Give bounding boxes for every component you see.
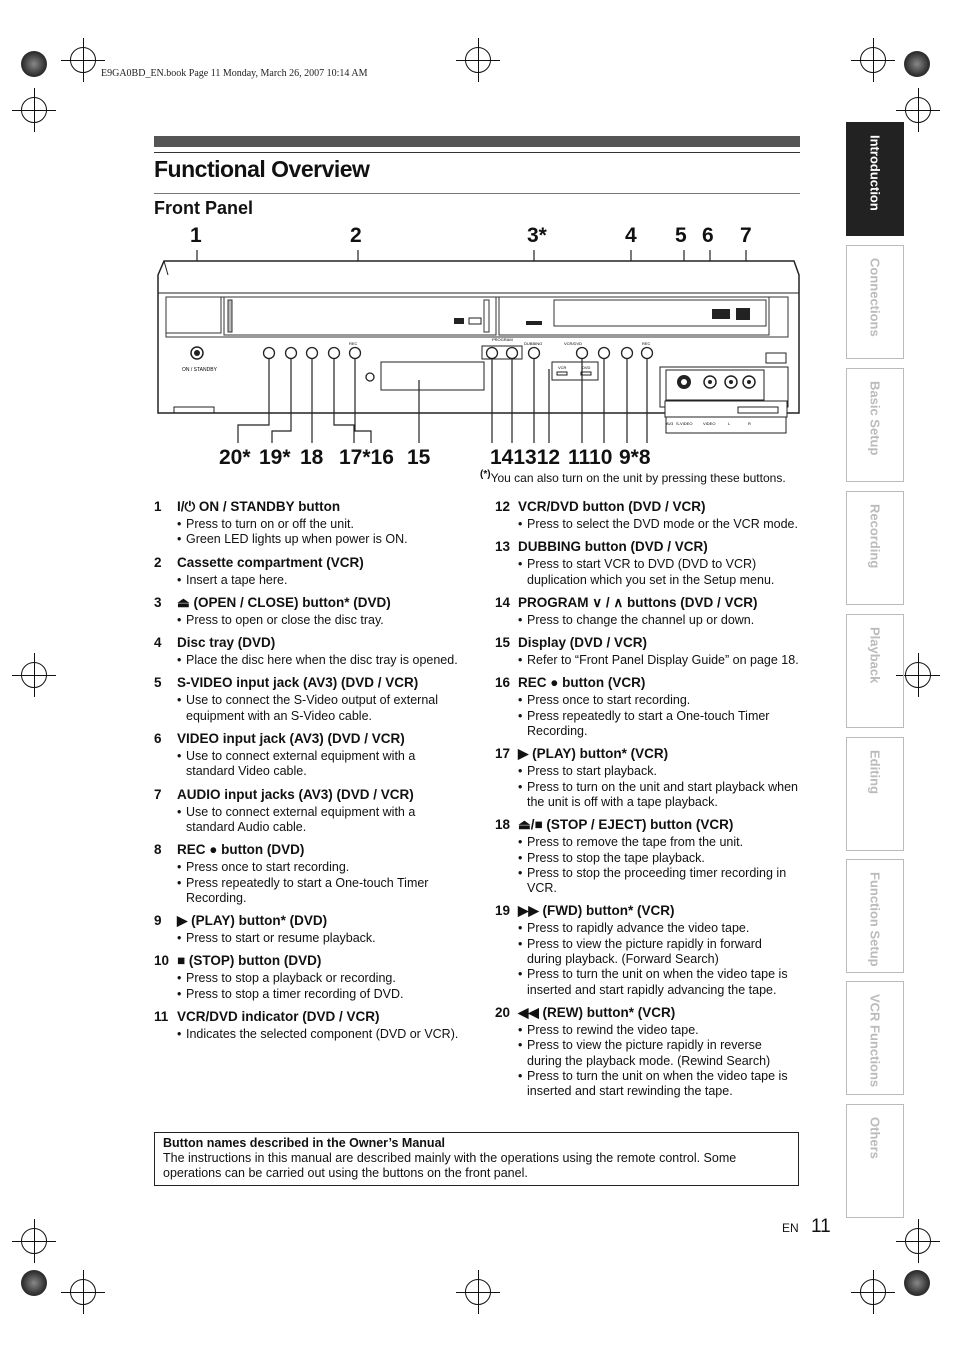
registration-mark-icon: [465, 47, 491, 73]
callout-19: 19*: [259, 446, 291, 469]
svg-text:REC: REC: [349, 341, 358, 346]
list-item: 13 DUBBING button (DVD / VCR) • Press to start VCR to DVD (DVD to VCR) duplication which you set in the Setup menu.: [495, 538, 800, 588]
list-item: 15 Display (DVD / VCR) • Refer to “Front Panel Display Guide” on page 18.: [495, 634, 800, 668]
callout-9-8: 9*8: [619, 446, 651, 469]
callout-18: 18: [300, 446, 324, 469]
asterisk-note-text: You can also turn on the unit by pressing these buttons.: [490, 471, 786, 485]
registration-mark-icon: [905, 662, 931, 688]
front-panel-illustration: [154, 245, 804, 460]
svg-text:S-VIDEO: S-VIDEO: [676, 421, 693, 426]
tab-recording[interactable]: Recording: [846, 491, 904, 605]
svg-text:AV3: AV3: [666, 421, 674, 426]
list-item: 20 ◀◀ (REW) button* (VCR) • Press to rewind the video tape. • Press to view the picture rapidly in reverse during the playback mode. (Rewind Search) • Press to turn the unit on when the video tape is inserted and start rewinding the tape.: [495, 1004, 800, 1099]
list-item: 2 Cassette compartment (VCR) • Insert a tape here.: [154, 554, 464, 588]
registration-mark-icon: [21, 1228, 47, 1254]
right-column: [495, 498, 800, 1105]
tab-others[interactable]: Others: [846, 1104, 904, 1218]
color-target-icon: [21, 51, 47, 77]
list-item: 4 Disc tray (DVD) • Place the disc here when the disc tray is opened.: [154, 634, 464, 668]
callout-20: 20*: [219, 446, 251, 469]
callout-4: 4: [625, 224, 637, 247]
callout-15: 15: [407, 446, 431, 469]
callout-6: 6: [702, 224, 714, 247]
page-number: 11: [811, 1216, 831, 1237]
registration-mark-icon: [21, 97, 47, 123]
list-item: 17 ▶ (PLAY) button* (VCR) • Press to start playback. • Press to turn on the unit and start playback when the unit is off with a tape playback.: [495, 745, 800, 810]
list-item: 19 ▶▶ (FWD) button* (VCR) • Press to rapidly advance the video tape. • Press to view the picture rapidly in forward during playback. (Forward Search) • Press to turn the unit on when the video tape is inserted and start rapidly advancing the tape.: [495, 902, 800, 997]
language-label: EN: [782, 1221, 799, 1235]
svg-text:VCR: VCR: [558, 365, 567, 370]
color-target-icon: [904, 51, 930, 77]
print-header: E9GA0BD_EN.book Page 11 Monday, March 26, 2007 10:14 AM: [101, 68, 368, 79]
list-item: 14 PROGRAM ∨ / ∧ buttons (DVD / VCR) • Press to change the channel up or down.: [495, 594, 800, 628]
list-item: 1 I/⏻ ON / STANDBY button • Press to turn on or off the unit. • Green LED lights up when power is ON.: [154, 498, 464, 548]
registration-mark-icon: [21, 662, 47, 688]
color-target-icon: [904, 1270, 930, 1296]
page-title: Functional Overview: [154, 156, 370, 182]
list-item: 8 REC ● button (DVD) • Press once to start recording. • Press repeatedly to start a One-touch Timer Recording.: [154, 841, 464, 906]
list-item: 10 ■ (STOP) button (DVD) • Press to stop a playback or recording. • Press to stop a timer recording of DVD.: [154, 952, 464, 1002]
registration-mark-icon: [70, 1279, 96, 1305]
callout-3: 3*: [527, 224, 547, 247]
title-bar: [154, 136, 800, 147]
svg-text:REC: REC: [642, 341, 651, 346]
tab-editing[interactable]: Editing: [846, 737, 904, 851]
tab-basic-setup[interactable]: Basic Setup: [846, 368, 904, 482]
callout-1: 1: [190, 224, 202, 247]
list-item: 16 REC ● button (VCR) • Press once to start recording. • Press repeatedly to start a One-touch Timer Recording.: [495, 674, 800, 739]
list-item: 11 VCR/DVD indicator (DVD / VCR) • Indicates the selected component (DVD or VCR).: [154, 1008, 464, 1042]
svg-text:VCR/DVD: VCR/DVD: [564, 341, 583, 346]
tab-connections[interactable]: Connections: [846, 245, 904, 359]
section-title: Front Panel: [154, 198, 254, 218]
asterisk-mark: (*): [480, 469, 491, 480]
asterisk-note: [480, 469, 786, 485]
list-item: 18 ⏏/■ (STOP / EJECT) button (VCR) • Press to remove the tape from the unit. • Press to stop the tape playback. • Press to stop the proceeding timer recording in VCR.: [495, 816, 800, 896]
note-box: [154, 1132, 799, 1186]
svg-text:DVD: DVD: [582, 365, 591, 370]
list-item: 6 VIDEO input jack (AV3) (DVD / VCR) • Use to connect external equipment with a standard Video cable.: [154, 730, 464, 780]
tab-function-setup[interactable]: Function Setup: [846, 859, 904, 973]
title-rule: [154, 152, 800, 153]
callout-11-10: 1110: [568, 446, 613, 469]
color-target-icon: [21, 1270, 47, 1296]
note-text: The instructions in this manual are described mainly with the operations using the remote control. Some operations can be carried out using the buttons on the front panel.: [163, 1151, 737, 1180]
tab-introduction[interactable]: Introduction: [846, 122, 904, 236]
registration-mark-icon: [905, 97, 931, 123]
registration-mark-icon: [905, 1228, 931, 1254]
left-column: [154, 498, 464, 1048]
list-item: 3 ⏏ (OPEN / CLOSE) button* (DVD) • Press to open or close the disc tray.: [154, 594, 464, 628]
registration-mark-icon: [860, 1279, 886, 1305]
svg-text:PROGRAM: PROGRAM: [492, 337, 513, 342]
list-item: 7 AUDIO input jacks (AV3) (DVD / VCR) • Use to connect external equipment with a standard Audio cable.: [154, 786, 464, 836]
callout-2: 2: [350, 224, 362, 247]
note-title: Button names described in the Owner’s Manual: [163, 1136, 445, 1150]
registration-mark-icon: [465, 1279, 491, 1305]
svg-text:ON / STANDBY: ON / STANDBY: [182, 367, 217, 373]
list-item: 12 VCR/DVD button (DVD / VCR) • Press to select the DVD mode or the VCR mode.: [495, 498, 800, 532]
callout-14-13-12: 141312: [490, 446, 561, 469]
svg-text:L: L: [728, 421, 731, 426]
callout-7: 7: [740, 224, 752, 247]
svg-text:VIDEO: VIDEO: [703, 421, 716, 426]
list-item: 5 S-VIDEO input jack (AV3) (DVD / VCR) • Use to connect the S-Video output of external equipment with an S-Video cable.: [154, 674, 464, 724]
subtitle-rule: [154, 193, 800, 194]
callout-17-16: 17*16: [339, 446, 394, 469]
tab-playback[interactable]: Playback: [846, 614, 904, 728]
registration-mark-icon: [70, 47, 96, 73]
svg-text:DUBBING: DUBBING: [524, 341, 543, 346]
svg-text:R: R: [748, 421, 751, 426]
callout-5: 5: [675, 224, 687, 247]
list-item: 9 ▶ (PLAY) button* (DVD) • Press to start or resume playback.: [154, 912, 464, 946]
tab-vcr-functions[interactable]: VCR Functions: [846, 981, 904, 1095]
registration-mark-icon: [860, 47, 886, 73]
